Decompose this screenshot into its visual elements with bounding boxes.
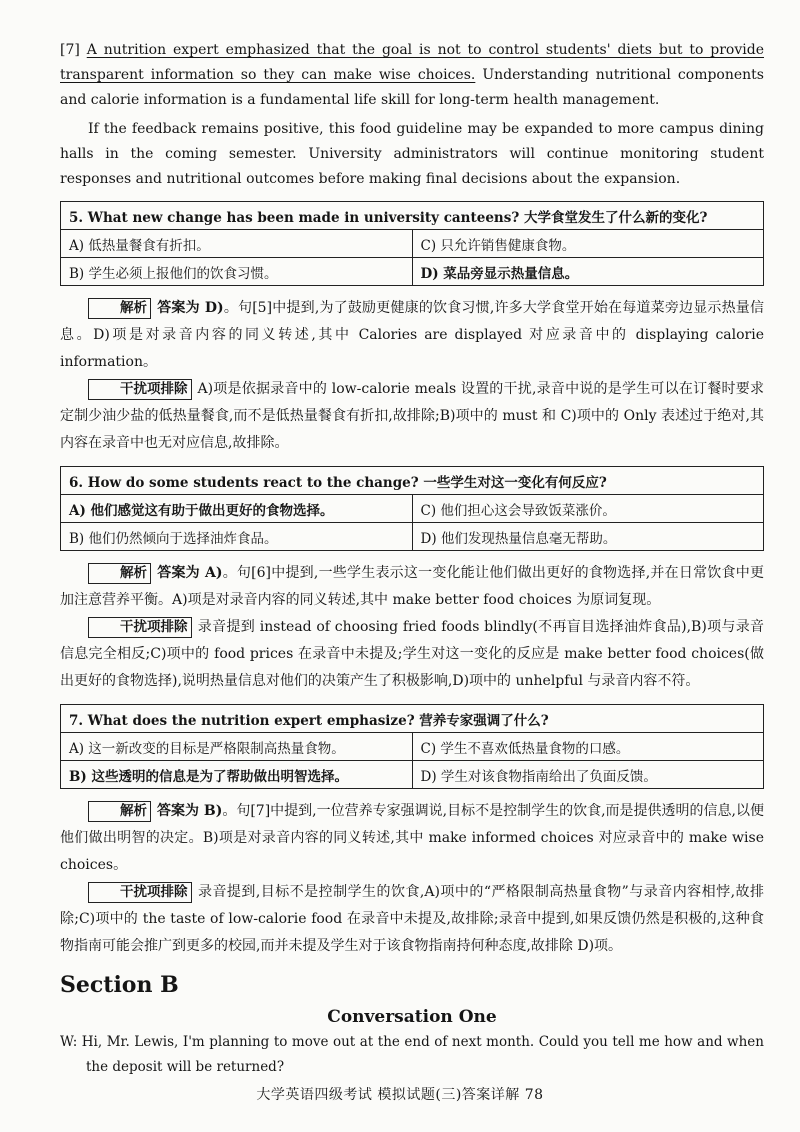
distractor-text: 录音提到,目标不是控制学生的饮食,A)项中的“严格限制高热量食物”与录音内容相悖,故排除;C)项中的 the taste of low-calorie food 在录音中未提及,故排除;录音中提到,如果反馈仍然是积极的,这种食物指南可能会推广到更多的校园,而并未提及学生对于该食物指南持何种态度,故排除 D)项。	[60, 884, 764, 954]
option-d: D) 他们发现热量信息毫无帮助。	[412, 523, 764, 551]
option-a-correct: A) 他们感觉这有助于做出更好的食物选择。	[61, 495, 413, 523]
question-6-table	[60, 466, 764, 551]
option-b: B) 学生必须上报他们的饮食习惯。	[61, 258, 413, 286]
option-c: C) 他们担心这会导致饭菜涨价。	[412, 495, 764, 523]
option-d-correct: D) 菜品旁显示热量信息。	[412, 258, 764, 286]
option-c: C) 学生不喜欢低热量食物的口感。	[412, 733, 764, 761]
paragraph-7	[60, 38, 764, 113]
underlined-sentence: A nutrition expert emphasized that the goal is not to control students' diets but to provide transparent information so they can make wise choices.	[60, 42, 764, 83]
page-content	[60, 38, 764, 1080]
option-a: A) 这一新改变的目标是严格限制高热量食物。	[61, 733, 413, 761]
analysis-tag: 解析	[88, 298, 151, 319]
analysis-text: 。句[5]中提到,为了鼓励更健康的饮食习惯,许多大学食堂开始在每道菜旁边显示热量信息。D)项是对录音内容的同义转述,其中 Calories are displayed 对应录音中的 displaying calorie information。	[60, 300, 764, 370]
page-footer: 大学英语四级考试 模拟试题(三)答案详解 78	[256, 1087, 544, 1103]
paragraph-7-rest: Understanding nutritional components and calorie information is a fundamental life skill for long-term health management.	[60, 67, 764, 108]
analysis-tag: 解析	[88, 801, 151, 822]
question-5-stem: 5. What new change has been made in university canteens? 大学食堂发生了什么新的变化?	[61, 202, 764, 230]
paragraph-8: If the feedback remains positive, this food guideline may be expanded to more campus dining halls in the coming semester. University administrators will continue monitoring student responses and nutritional outcomes before making final decisions about the expansion.	[60, 121, 764, 187]
question-5-distractors	[60, 376, 764, 457]
question-5-analysis	[60, 295, 764, 376]
option-b: B) 他们仍然倾向于选择油炸食品。	[61, 523, 413, 551]
section-heading: Section B	[60, 972, 179, 998]
question-5-table	[60, 201, 764, 286]
distractor-text: A)项是依据录音中的 low-calorie meals 设置的干扰,录音中说的是学生可以在订餐时要求定制少油少盐的低热量餐食,而不是低热量餐食有折扣,故排除;B)项中的 must 和 C)项中的 Only 表述过于绝对,其内容在录音中也无对应信息,故排除。	[60, 381, 764, 451]
conversation-title: Conversation One	[327, 1007, 497, 1027]
question-7-distractors	[60, 879, 764, 960]
question-7-stem: 7. What does the nutrition expert emphasize? 营养专家强调了什么?	[61, 705, 764, 733]
distractor-tag: 干扰项排除	[88, 617, 192, 638]
distractor-tag: 干扰项排除	[88, 379, 192, 400]
analysis-text: 。句[6]中提到,一些学生表示这一变化能让他们做出更好的食物选择,并在日常饮食中更加注意营养平衡。A)项是对录音内容的同义转述,其中 make better food choices 为原词复现。	[60, 565, 764, 608]
option-c: C) 只允许销售健康食物。	[412, 230, 764, 258]
question-7-analysis	[60, 798, 764, 879]
option-d: D) 学生对该食物指南给出了负面反馈。	[412, 761, 764, 789]
option-a: A) 低热量餐食有折扣。	[61, 230, 413, 258]
answer-label: 答案为 D)	[157, 300, 224, 316]
answer-label: 答案为 B)	[157, 803, 223, 819]
analysis-text: 。句[7]中提到,一位营养专家强调说,目标不是控制学生的饮食,而是提供透明的信息,以便他们做出明智的决定。B)项是对录音内容的同义转述,其中 make informed choices 对应录音中的 make wise choices。	[60, 803, 764, 873]
distractor-tag: 干扰项排除	[88, 882, 192, 903]
distractor-text: 录音提到 instead of choosing fried foods blindly(不再盲目选择油炸食品),B)项与录音信息完全相反;C)项中的 food prices 在录音中未提及;学生对这一变化的反应是 make better food choices(做出更好的食物选择),说明热量信息对他们的决策产生了积极影响,D)项中的 unhelpful 与录音内容不符。	[60, 619, 764, 689]
question-6-analysis	[60, 560, 764, 614]
dialog-line: W: Hi, Mr. Lewis, I'm planning to move out at the end of next month. Could you tell me how and when the deposit will be returned?	[60, 1034, 764, 1075]
question-6-distractors	[60, 614, 764, 695]
sentence-marker: [7]	[60, 42, 80, 58]
analysis-tag: 解析	[88, 563, 151, 584]
question-7-table	[60, 704, 764, 789]
question-6-stem: 6. How do some students react to the change? 一些学生对这一变化有何反应?	[61, 467, 764, 495]
answer-label: 答案为 A)	[157, 565, 223, 581]
option-b-correct: B) 这些透明的信息是为了帮助做出明智选择。	[61, 761, 413, 789]
